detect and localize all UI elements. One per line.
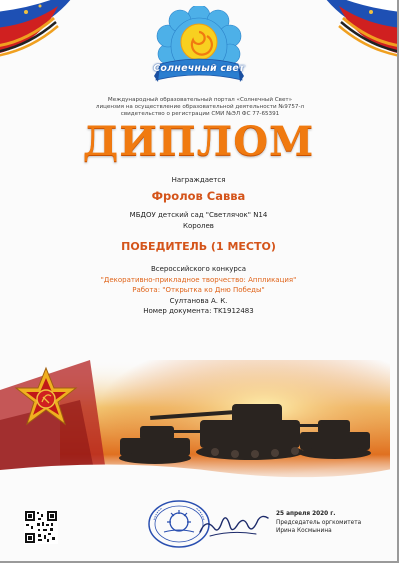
- logo-text: Солнечный свет: [153, 63, 245, 74]
- solnechny-svet-logo-icon: [146, 6, 252, 96]
- awarded-label: Награждается: [171, 176, 226, 184]
- diploma-title: ДИПЛОМ: [82, 118, 315, 165]
- russian-flag-right-icon: [291, 0, 399, 68]
- portal-info: [60, 97, 340, 118]
- signature-block: [276, 510, 396, 536]
- issue-date: 25 апреля 2020 г.: [276, 511, 336, 517]
- contest-type: Всероссийского конкурса: [150, 265, 247, 273]
- russian-flag-left-icon: [0, 0, 106, 68]
- signer-name: Ирина Космынина: [276, 528, 332, 534]
- signature-icon: [196, 508, 272, 540]
- organization-name: МБДОУ детский сад "Светлячок" N14: [129, 211, 268, 219]
- portal-info-line-1: Международный образовательный портал «Солнечный Свет»: [107, 97, 293, 103]
- portal-info-line-3: свидетельство о регистрации СМИ №ЭЛ ФС 77-65391: [120, 111, 280, 117]
- contest-name: "Декоративно-прикладное творчество: Аппликация": [100, 275, 297, 284]
- victory-day-tanks-illustration: [0, 360, 397, 500]
- work-title: Работа: "Открытка ко Дню Победы": [132, 286, 265, 294]
- document-number: Номер документа: TK1912483: [143, 307, 254, 315]
- organization-city: Королев: [183, 222, 214, 230]
- place-title: ПОБЕДИТЕЛЬ (1 МЕСТО): [121, 240, 276, 253]
- organization: [0, 210, 397, 232]
- recipient-name: Фролов Савва: [151, 189, 246, 203]
- contest-details: [0, 264, 397, 317]
- portal-info-line-2: лицензия на осуществление образовательной деятельности №9757-л: [95, 104, 305, 110]
- qr-code-icon: [24, 510, 58, 544]
- signer-role: Председатель оргкомитета: [276, 519, 362, 526]
- supervisor-name: Султанова А. К.: [169, 296, 228, 305]
